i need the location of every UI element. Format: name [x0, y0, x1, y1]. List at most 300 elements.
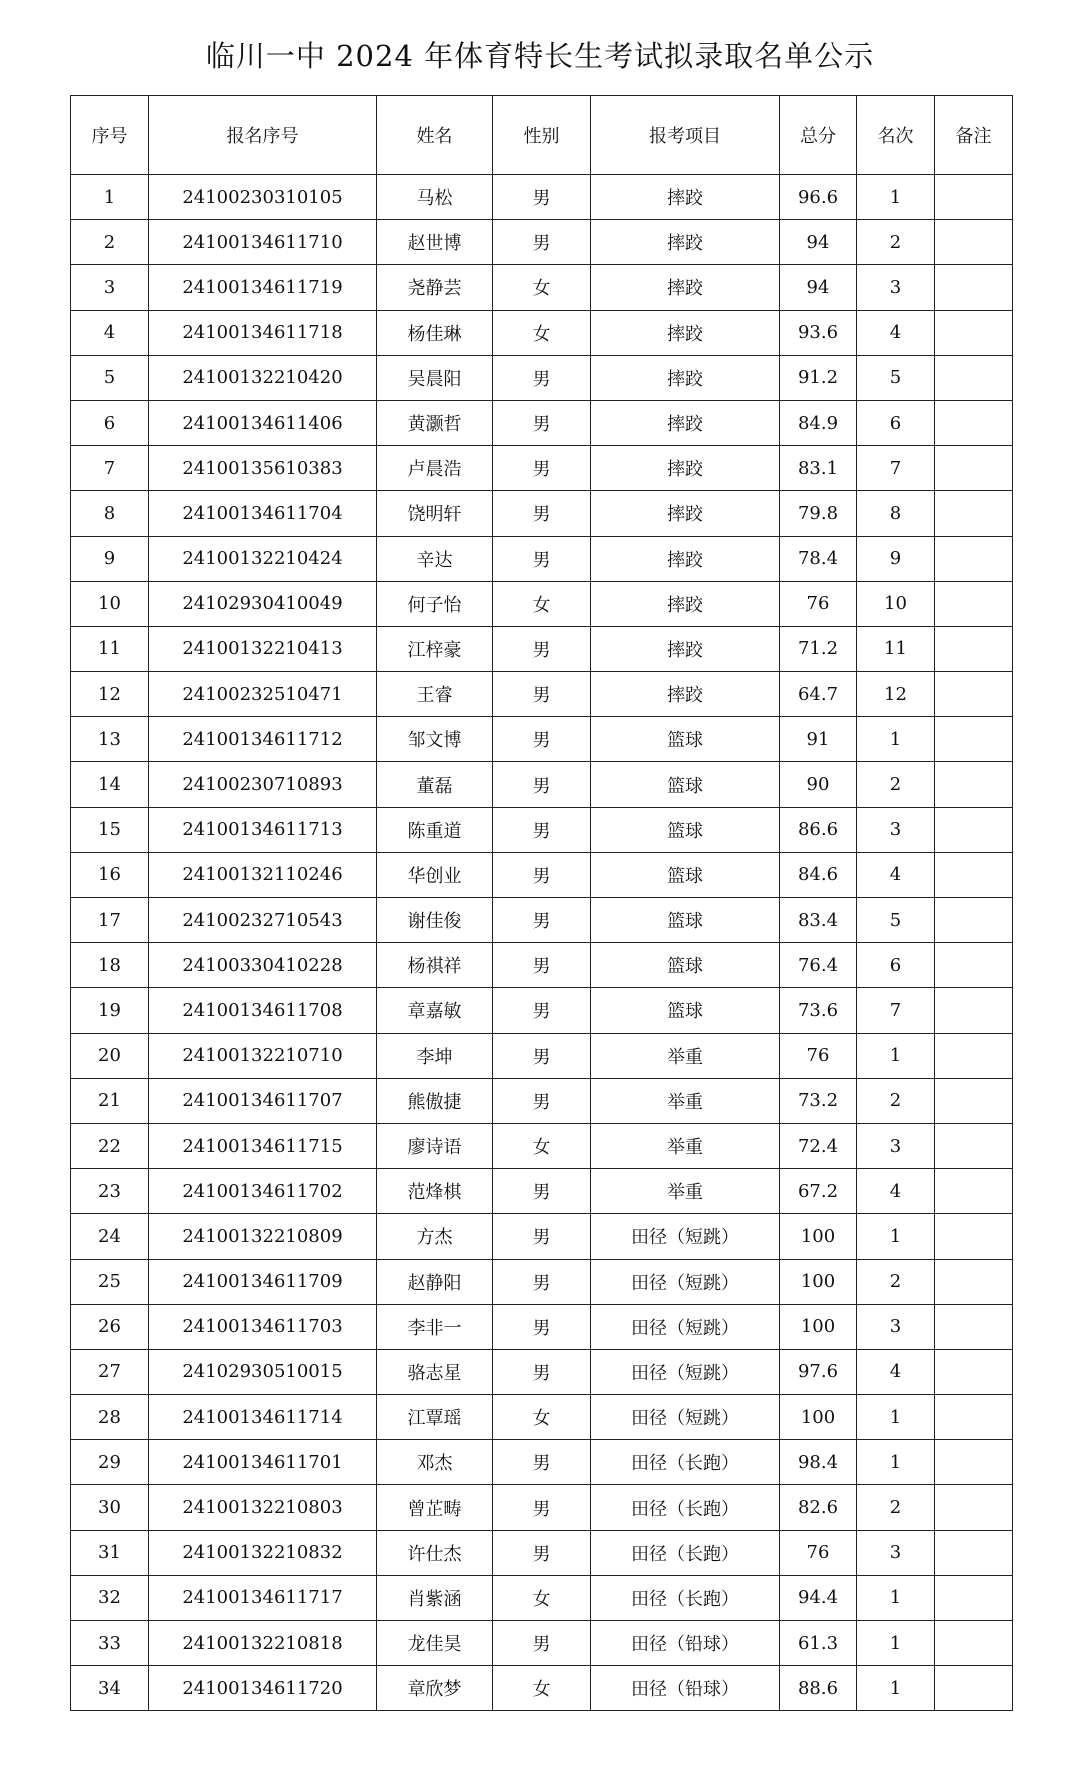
cell-note [935, 943, 1013, 988]
cell-rank: 1 [857, 175, 935, 220]
cell-seq: 5 [71, 355, 149, 400]
cell-seq: 9 [71, 536, 149, 581]
table-row [71, 1440, 1013, 1485]
cell-seq: 4 [71, 310, 149, 355]
table-row [71, 1259, 1013, 1304]
cell-name: 饶明轩 [377, 491, 493, 536]
cell-event: 田径（长跑） [591, 1440, 780, 1485]
cell-note [935, 1440, 1013, 1485]
cell-rank: 2 [857, 762, 935, 807]
cell-gender: 男 [493, 672, 591, 717]
cell-score: 91.2 [780, 355, 857, 400]
cell-note [935, 446, 1013, 491]
table-row [71, 988, 1013, 1033]
cell-gender: 男 [493, 988, 591, 1033]
cell-seq: 6 [71, 400, 149, 445]
cell-gender: 女 [493, 1666, 591, 1711]
cell-rank: 4 [857, 852, 935, 897]
cell-score: 100 [780, 1395, 857, 1440]
cell-rank: 1 [857, 1440, 935, 1485]
cell-reg-no: 24102930510015 [149, 1349, 377, 1394]
cell-seq: 29 [71, 1440, 149, 1485]
cell-seq: 32 [71, 1575, 149, 1620]
cell-rank: 3 [857, 1304, 935, 1349]
cell-seq: 25 [71, 1259, 149, 1304]
cell-name: 董磊 [377, 762, 493, 807]
cell-score: 91 [780, 717, 857, 762]
cell-reg-no: 24100232710543 [149, 898, 377, 943]
cell-score: 78.4 [780, 536, 857, 581]
cell-event: 田径（铅球） [591, 1666, 780, 1711]
cell-rank: 4 [857, 310, 935, 355]
table-row [71, 672, 1013, 717]
cell-name: 赵世博 [377, 220, 493, 265]
cell-reg-no: 24100134611715 [149, 1123, 377, 1168]
cell-event: 举重 [591, 1078, 780, 1123]
cell-seq: 18 [71, 943, 149, 988]
header-score: 总分 [780, 96, 857, 175]
cell-reg-no: 24100134611717 [149, 1575, 377, 1620]
cell-gender: 男 [493, 717, 591, 762]
cell-score: 76 [780, 1033, 857, 1078]
cell-reg-no: 24100134611713 [149, 807, 377, 852]
cell-note [935, 491, 1013, 536]
cell-note [935, 626, 1013, 671]
cell-seq: 21 [71, 1078, 149, 1123]
cell-rank: 8 [857, 491, 935, 536]
cell-score: 84.6 [780, 852, 857, 897]
cell-reg-no: 24100134611701 [149, 1440, 377, 1485]
cell-name: 龙佳昊 [377, 1621, 493, 1666]
table-row [71, 265, 1013, 310]
table-row [71, 807, 1013, 852]
cell-gender: 男 [493, 1259, 591, 1304]
cell-reg-no: 24100134611703 [149, 1304, 377, 1349]
cell-rank: 1 [857, 717, 935, 762]
cell-rank: 5 [857, 898, 935, 943]
cell-event: 举重 [591, 1169, 780, 1214]
cell-seq: 16 [71, 852, 149, 897]
cell-seq: 33 [71, 1621, 149, 1666]
cell-seq: 22 [71, 1123, 149, 1168]
cell-gender: 男 [493, 1530, 591, 1575]
cell-name: 章欣梦 [377, 1666, 493, 1711]
cell-reg-no: 24100132210803 [149, 1485, 377, 1530]
cell-reg-no: 24100134611712 [149, 717, 377, 762]
cell-note [935, 265, 1013, 310]
cell-score: 100 [780, 1259, 857, 1304]
cell-reg-no: 24100134611714 [149, 1395, 377, 1440]
cell-rank: 11 [857, 626, 935, 671]
cell-rank: 7 [857, 988, 935, 1033]
cell-event: 田径（铅球） [591, 1621, 780, 1666]
cell-note [935, 988, 1013, 1033]
cell-seq: 15 [71, 807, 149, 852]
cell-name: 廖诗语 [377, 1123, 493, 1168]
cell-note [935, 1530, 1013, 1575]
cell-event: 摔跤 [591, 310, 780, 355]
table-row [71, 898, 1013, 943]
cell-reg-no: 24100134611719 [149, 265, 377, 310]
cell-reg-no: 24100134611702 [149, 1169, 377, 1214]
cell-event: 田径（短跳） [591, 1395, 780, 1440]
cell-note [935, 1621, 1013, 1666]
cell-event: 篮球 [591, 807, 780, 852]
cell-seq: 2 [71, 220, 149, 265]
cell-gender: 男 [493, 446, 591, 491]
table-row [71, 1666, 1013, 1711]
cell-note [935, 355, 1013, 400]
cell-note [935, 1395, 1013, 1440]
cell-rank: 6 [857, 943, 935, 988]
cell-note [935, 1123, 1013, 1168]
cell-rank: 5 [857, 355, 935, 400]
table-row [71, 1078, 1013, 1123]
cell-score: 96.6 [780, 175, 857, 220]
cell-score: 90 [780, 762, 857, 807]
cell-name: 黄灏哲 [377, 400, 493, 445]
cell-seq: 13 [71, 717, 149, 762]
cell-reg-no: 24100132210420 [149, 355, 377, 400]
cell-event: 田径（短跳） [591, 1259, 780, 1304]
cell-event: 篮球 [591, 943, 780, 988]
cell-name: 邓杰 [377, 1440, 493, 1485]
cell-event: 摔跤 [591, 672, 780, 717]
table-row [71, 355, 1013, 400]
cell-reg-no: 24100230310105 [149, 175, 377, 220]
cell-note [935, 581, 1013, 626]
cell-gender: 男 [493, 1440, 591, 1485]
cell-name: 陈重道 [377, 807, 493, 852]
cell-score: 100 [780, 1214, 857, 1259]
cell-score: 76 [780, 1530, 857, 1575]
cell-name: 李坤 [377, 1033, 493, 1078]
cell-event: 田径（长跑） [591, 1575, 780, 1620]
table-row [71, 1033, 1013, 1078]
cell-event: 摔跤 [591, 536, 780, 581]
cell-rank: 2 [857, 1259, 935, 1304]
cell-seq: 28 [71, 1395, 149, 1440]
cell-event: 举重 [591, 1123, 780, 1168]
cell-gender: 男 [493, 220, 591, 265]
cell-rank: 3 [857, 1123, 935, 1168]
cell-event: 摔跤 [591, 400, 780, 445]
cell-score: 100 [780, 1304, 857, 1349]
cell-gender: 男 [493, 807, 591, 852]
cell-reg-no: 24100132110246 [149, 852, 377, 897]
table-row [71, 491, 1013, 536]
cell-note [935, 1259, 1013, 1304]
cell-event: 摔跤 [591, 581, 780, 626]
cell-gender: 女 [493, 1123, 591, 1168]
cell-event: 摔跤 [591, 491, 780, 536]
cell-gender: 男 [493, 1349, 591, 1394]
cell-rank: 9 [857, 536, 935, 581]
cell-reg-no: 24100132210413 [149, 626, 377, 671]
cell-score: 93.6 [780, 310, 857, 355]
cell-reg-no: 24100135610383 [149, 446, 377, 491]
cell-score: 83.4 [780, 898, 857, 943]
cell-name: 江覃瑶 [377, 1395, 493, 1440]
cell-note [935, 807, 1013, 852]
cell-event: 篮球 [591, 717, 780, 762]
cell-note [935, 1485, 1013, 1530]
cell-score: 67.2 [780, 1169, 857, 1214]
cell-note [935, 1169, 1013, 1214]
cell-seq: 19 [71, 988, 149, 1033]
table-row [71, 1123, 1013, 1168]
cell-score: 61.3 [780, 1621, 857, 1666]
table-row [71, 626, 1013, 671]
cell-event: 田径（短跳） [591, 1304, 780, 1349]
table-body [71, 175, 1013, 1711]
cell-seq: 3 [71, 265, 149, 310]
cell-note [935, 1349, 1013, 1394]
cell-name: 马松 [377, 175, 493, 220]
cell-gender: 男 [493, 400, 591, 445]
cell-gender: 男 [493, 852, 591, 897]
cell-name: 杨祺祥 [377, 943, 493, 988]
cell-rank: 1 [857, 1666, 935, 1711]
cell-note [935, 762, 1013, 807]
cell-note [935, 536, 1013, 581]
cell-note [935, 717, 1013, 762]
table-row [71, 220, 1013, 265]
cell-name: 曾芷畴 [377, 1485, 493, 1530]
cell-event: 摔跤 [591, 446, 780, 491]
table-row [71, 1485, 1013, 1530]
header-rank: 名次 [857, 96, 935, 175]
table-header-row [71, 96, 1013, 175]
cell-score: 94.4 [780, 1575, 857, 1620]
cell-seq: 8 [71, 491, 149, 536]
cell-rank: 2 [857, 1485, 935, 1530]
cell-reg-no: 24100134611709 [149, 1259, 377, 1304]
cell-event: 田径（短跳） [591, 1214, 780, 1259]
cell-rank: 3 [857, 807, 935, 852]
cell-seq: 7 [71, 446, 149, 491]
cell-reg-no: 24100134611720 [149, 1666, 377, 1711]
cell-gender: 男 [493, 355, 591, 400]
cell-rank: 1 [857, 1575, 935, 1620]
cell-event: 田径（长跑） [591, 1485, 780, 1530]
cell-seq: 31 [71, 1530, 149, 1575]
cell-score: 64.7 [780, 672, 857, 717]
cell-reg-no: 24100132210818 [149, 1621, 377, 1666]
cell-seq: 30 [71, 1485, 149, 1530]
cell-score: 79.8 [780, 491, 857, 536]
cell-rank: 1 [857, 1395, 935, 1440]
table-row [71, 1349, 1013, 1394]
cell-gender: 男 [493, 1621, 591, 1666]
cell-score: 98.4 [780, 1440, 857, 1485]
cell-note [935, 672, 1013, 717]
cell-score: 86.6 [780, 807, 857, 852]
cell-name: 吴晨阳 [377, 355, 493, 400]
cell-score: 73.6 [780, 988, 857, 1033]
header-gender: 性别 [493, 96, 591, 175]
cell-note [935, 898, 1013, 943]
table-row [71, 762, 1013, 807]
cell-name: 范烽棋 [377, 1169, 493, 1214]
cell-name: 杨佳琳 [377, 310, 493, 355]
cell-reg-no: 24100134611708 [149, 988, 377, 1033]
page-title: 临川一中 2024 年体育特长生考试拟录取名单公示 [205, 39, 875, 73]
cell-reg-no: 24100232510471 [149, 672, 377, 717]
cell-event: 摔跤 [591, 265, 780, 310]
header-note: 备注 [935, 96, 1013, 175]
cell-gender: 男 [493, 1485, 591, 1530]
cell-rank: 6 [857, 400, 935, 445]
cell-score: 97.6 [780, 1349, 857, 1394]
cell-reg-no: 24100134611704 [149, 491, 377, 536]
cell-note [935, 1575, 1013, 1620]
cell-seq: 11 [71, 626, 149, 671]
header-name: 姓名 [377, 96, 493, 175]
table-row [71, 175, 1013, 220]
cell-event: 篮球 [591, 762, 780, 807]
cell-score: 72.4 [780, 1123, 857, 1168]
cell-gender: 男 [493, 536, 591, 581]
cell-gender: 女 [493, 265, 591, 310]
cell-note [935, 310, 1013, 355]
cell-name: 何子怡 [377, 581, 493, 626]
cell-name: 熊傲捷 [377, 1078, 493, 1123]
cell-seq: 24 [71, 1214, 149, 1259]
cell-name: 许仕杰 [377, 1530, 493, 1575]
cell-name: 赵静阳 [377, 1259, 493, 1304]
table-row [71, 1304, 1013, 1349]
cell-score: 76 [780, 581, 857, 626]
cell-gender: 女 [493, 1575, 591, 1620]
cell-gender: 女 [493, 1395, 591, 1440]
cell-gender: 男 [493, 491, 591, 536]
cell-event: 篮球 [591, 898, 780, 943]
cell-name: 邹文博 [377, 717, 493, 762]
cell-gender: 女 [493, 581, 591, 626]
cell-gender: 男 [493, 1078, 591, 1123]
cell-gender: 女 [493, 310, 591, 355]
cell-rank: 12 [857, 672, 935, 717]
cell-score: 73.2 [780, 1078, 857, 1123]
cell-note [935, 175, 1013, 220]
cell-seq: 1 [71, 175, 149, 220]
cell-reg-no: 24100134611710 [149, 220, 377, 265]
table-row [71, 852, 1013, 897]
cell-rank: 10 [857, 581, 935, 626]
cell-name: 方杰 [377, 1214, 493, 1259]
cell-reg-no: 24100132210710 [149, 1033, 377, 1078]
header-seq: 序号 [71, 96, 149, 175]
cell-reg-no: 24100230710893 [149, 762, 377, 807]
table-row [71, 1214, 1013, 1259]
cell-seq: 14 [71, 762, 149, 807]
cell-gender: 男 [493, 943, 591, 988]
cell-score: 94 [780, 220, 857, 265]
cell-name: 李非一 [377, 1304, 493, 1349]
cell-seq: 26 [71, 1304, 149, 1349]
cell-name: 华创业 [377, 852, 493, 897]
cell-score: 76.4 [780, 943, 857, 988]
cell-name: 章嘉敏 [377, 988, 493, 1033]
cell-note [935, 1304, 1013, 1349]
cell-rank: 1 [857, 1621, 935, 1666]
cell-rank: 4 [857, 1349, 935, 1394]
table-row [71, 1395, 1013, 1440]
cell-score: 84.9 [780, 400, 857, 445]
cell-gender: 男 [493, 1304, 591, 1349]
cell-reg-no: 24100132210424 [149, 536, 377, 581]
cell-note [935, 400, 1013, 445]
cell-event: 田径（长跑） [591, 1530, 780, 1575]
cell-reg-no: 24100330410228 [149, 943, 377, 988]
table-row [71, 446, 1013, 491]
header-event: 报考项目 [591, 96, 780, 175]
cell-name: 骆志星 [377, 1349, 493, 1394]
cell-name: 肖紫涵 [377, 1575, 493, 1620]
cell-note [935, 852, 1013, 897]
admission-table [70, 95, 1013, 1711]
cell-name: 谢佳俊 [377, 898, 493, 943]
cell-score: 88.6 [780, 1666, 857, 1711]
cell-event: 摔跤 [591, 220, 780, 265]
cell-rank: 4 [857, 1169, 935, 1214]
cell-reg-no: 24100132210832 [149, 1530, 377, 1575]
cell-score: 94 [780, 265, 857, 310]
cell-gender: 男 [493, 175, 591, 220]
cell-reg-no: 24100134611718 [149, 310, 377, 355]
cell-seq: 17 [71, 898, 149, 943]
cell-event: 摔跤 [591, 626, 780, 671]
header-reg-no: 报名序号 [149, 96, 377, 175]
cell-score: 82.6 [780, 1485, 857, 1530]
cell-event: 举重 [591, 1033, 780, 1078]
table-row [71, 1530, 1013, 1575]
cell-seq: 20 [71, 1033, 149, 1078]
cell-rank: 3 [857, 265, 935, 310]
cell-rank: 1 [857, 1214, 935, 1259]
cell-note [935, 1666, 1013, 1711]
table-row [71, 1621, 1013, 1666]
cell-gender: 男 [493, 1214, 591, 1259]
cell-score: 71.2 [780, 626, 857, 671]
table-row [71, 943, 1013, 988]
table-row [71, 1575, 1013, 1620]
cell-reg-no: 24100132210809 [149, 1214, 377, 1259]
cell-name: 王睿 [377, 672, 493, 717]
cell-seq: 23 [71, 1169, 149, 1214]
cell-gender: 男 [493, 898, 591, 943]
table-row [71, 310, 1013, 355]
cell-gender: 男 [493, 1169, 591, 1214]
cell-name: 江梓豪 [377, 626, 493, 671]
cell-note [935, 1214, 1013, 1259]
cell-seq: 27 [71, 1349, 149, 1394]
cell-reg-no: 24102930410049 [149, 581, 377, 626]
cell-gender: 男 [493, 626, 591, 671]
cell-gender: 男 [493, 762, 591, 807]
cell-rank: 7 [857, 446, 935, 491]
cell-seq: 34 [71, 1666, 149, 1711]
table-row [71, 400, 1013, 445]
cell-note [935, 220, 1013, 265]
cell-score: 83.1 [780, 446, 857, 491]
table-row [71, 717, 1013, 762]
table-row [71, 536, 1013, 581]
cell-note [935, 1078, 1013, 1123]
table-row [71, 1169, 1013, 1214]
cell-event: 摔跤 [591, 175, 780, 220]
